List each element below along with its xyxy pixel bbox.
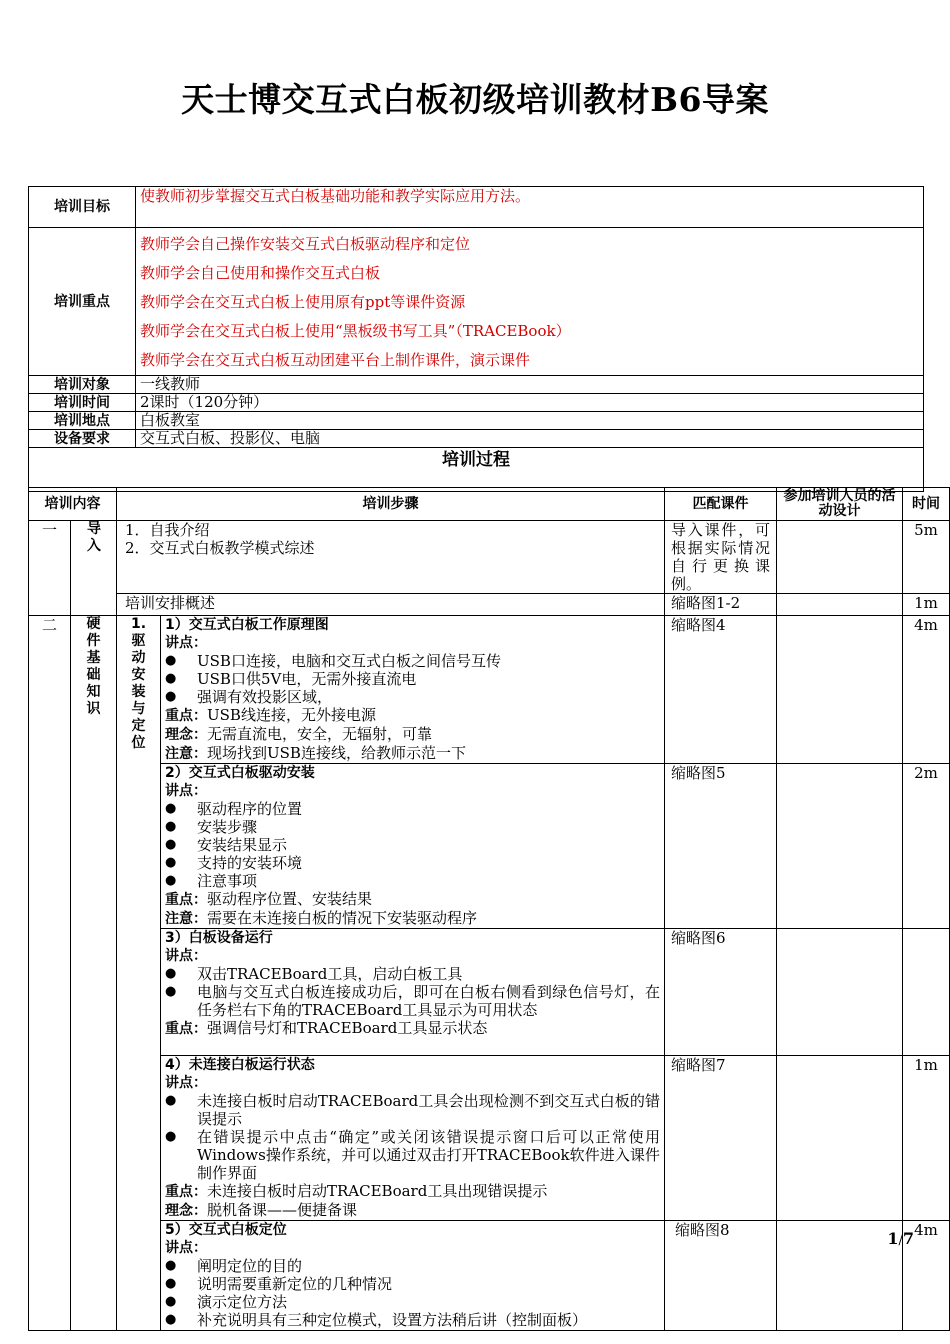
bullet-item: ● 注意事项 <box>165 872 258 890</box>
bullet-item: ● 电脑与交互式白板连接成功后，即可在白板右侧看到绿色信号灯，在任务栏右下角的TRACEBoard工具显示为可用状态 <box>165 983 660 1019</box>
step-title: 1）交互式白板工作原理图 <box>165 617 329 633</box>
sec1-time: 5m <box>903 521 950 594</box>
note-line: 重点：驱动程序位置、安装结果 <box>165 890 373 908</box>
step-courseware: 缩略图7 <box>665 1056 777 1221</box>
sec1-steps <box>117 521 665 594</box>
focus-item: 教师学会在交互式白板互动团建平台上制作课件，演示课件 <box>140 351 531 369</box>
bullet-icon: ● <box>165 855 177 870</box>
focus-label: 培训重点 <box>29 228 136 376</box>
goal-label: 培训目标 <box>29 187 136 228</box>
sec1-sub-activity <box>777 594 903 616</box>
step-activity <box>777 1221 903 1331</box>
bullet-icon: ● <box>165 873 177 888</box>
step-row <box>161 1221 665 1331</box>
time-label: 培训时间 <box>29 394 136 412</box>
step-lead: 讲点： <box>165 635 207 651</box>
focus-item: 教师学会自己使用和操作交互式白板 <box>140 264 381 282</box>
bullet-icon: ● <box>165 1276 177 1291</box>
step-time: 4m <box>903 616 950 764</box>
bullet-item: ● 阐明定位的目的 <box>165 1257 303 1275</box>
header-content: 培训内容 <box>29 488 117 521</box>
step-activity <box>777 616 903 764</box>
bullet-icon: ● <box>165 653 177 668</box>
focus-item: 教师学会在交互式白板上使用“黑板级书写工具”（TRACEBook） <box>140 322 571 340</box>
bullet-icon: ● <box>165 984 177 999</box>
bullet-item: ● 说明需要重新定位的几种情况 <box>165 1275 393 1293</box>
step-activity <box>777 929 903 1056</box>
bullet-item: ● 支持的安装环境 <box>165 854 303 872</box>
step-row <box>161 764 665 929</box>
step-title: 2）交互式白板驱动安装 <box>165 765 315 781</box>
step-title: 5）交互式白板定位 <box>165 1222 287 1238</box>
bullet-item: ● 驱动程序的位置 <box>165 800 303 818</box>
note-line: 理念：脱机备课——便捷备课 <box>165 1201 358 1219</box>
sec1-num: 一 <box>29 521 71 616</box>
step-courseware: 缩略图5 <box>665 764 777 929</box>
step-time <box>903 929 950 1056</box>
focus-item: 教师学会自己操作安装交互式白板驱动程序和定位 <box>140 235 471 253</box>
bullet-icon: ● <box>165 1312 177 1327</box>
step-lead: 讲点： <box>165 783 207 799</box>
bullet-item: ● 双击TRACEBoard工具，启动白板工具 <box>165 965 463 983</box>
bullet-item: ● 安装步骤 <box>165 818 258 836</box>
bullet-icon: ● <box>165 689 177 704</box>
goal-text: 使教师初步掌握交互式白板基础功能和教学实际应用方法。 <box>136 187 924 228</box>
bullet-icon: ● <box>165 966 177 981</box>
bullet-item: ● 安装结果显示 <box>165 836 288 854</box>
focus-list <box>136 228 924 376</box>
sec2-sub-name: 1.驱动安装与定位 <box>117 616 161 1331</box>
target-label: 培训对象 <box>29 376 136 394</box>
bullet-icon: ● <box>165 837 177 852</box>
bullet-icon: ● <box>165 819 177 834</box>
sec1-activity <box>777 521 903 594</box>
note-line: 重点：USB线连接，无外接电源 <box>165 706 376 724</box>
time-text: 2课时（120分钟） <box>136 394 924 412</box>
sec1-sub-step: 培训安排概述 <box>117 594 665 616</box>
bullet-icon: ● <box>165 671 177 686</box>
sec2-num: 二 <box>29 616 71 1331</box>
focus-item: 教师学会在交互式白板上使用原有ppt等课件资源 <box>140 293 466 311</box>
bullet-item: ● 补充说明具有三种定位模式，设置方法稍后讲（控制面板） <box>165 1311 588 1329</box>
header-activity: 参加培训人员的活动设计 <box>777 488 903 521</box>
process-heading: 培训过程 <box>29 448 924 492</box>
bullet-item: ● USB口供5V电，无需外接直流电 <box>165 670 417 688</box>
step-time: 2m <box>903 764 950 929</box>
step-row <box>161 929 665 1056</box>
equip-text: 交互式白板、投影仪、电脑 <box>136 430 924 448</box>
step-lead: 讲点： <box>165 1240 207 1256</box>
step-courseware: 缩略图8 <box>665 1221 777 1331</box>
step-activity <box>777 764 903 929</box>
page-number: 1/7 <box>887 1229 914 1248</box>
step-title: 4）未连接白板运行状态 <box>165 1057 315 1073</box>
step-row <box>161 616 665 764</box>
step-lead: 讲点： <box>165 948 207 964</box>
equip-label: 设备要求 <box>29 430 136 448</box>
sec1-sub-courseware: 缩略图1-2 <box>665 594 777 616</box>
target-text: 一线教师 <box>136 376 924 394</box>
header-time: 时间 <box>903 488 950 521</box>
sec1-courseware: 导入课件，可根据实际情况自行更换课例。 <box>665 521 777 594</box>
header-steps: 培训步骤 <box>117 488 665 521</box>
bullet-item: ● USB口连接，电脑和交互式白板之间信号互传 <box>165 652 501 670</box>
bullet-icon: ● <box>165 1258 177 1273</box>
info-table <box>28 186 924 492</box>
bullet-item: ● 在错误提示中点击“确定”或关闭该错误提示窗口后可以正常使用Windows操作系统，并可以通过双击打开TRACEBook软件进入课件制作界面 <box>165 1128 660 1182</box>
bullet-item: ● 未连接白板时启动TRACEBoard工具会出现检测不到交互式白板的错误提示 <box>165 1092 660 1128</box>
process-table <box>28 487 950 1331</box>
header-courseware: 匹配课件 <box>665 488 777 521</box>
place-label: 培训地点 <box>29 412 136 430</box>
note-line: 注意：需要在未连接白板的情况下安装驱动程序 <box>165 909 478 927</box>
bullet-icon: ● <box>165 1294 177 1309</box>
place-text: 白板教室 <box>136 412 924 430</box>
step-courseware: 缩略图6 <box>665 929 777 1056</box>
document-title: 天士博交互式白板初级培训教材B6导案 <box>181 80 769 119</box>
note-line: 理念：无需直流电，安全，无辐射，可靠 <box>165 725 433 743</box>
bullet-item: ● 演示定位方法 <box>165 1293 288 1311</box>
step-title: 3）白板设备运行 <box>165 930 273 946</box>
note-line: 重点：强调信号灯和TRACEBoard工具显示状态 <box>165 1019 488 1037</box>
step-row <box>161 1056 665 1221</box>
bullet-item: ● 强调有效投影区域， <box>165 688 333 706</box>
step-time: 1m <box>903 1056 950 1221</box>
step-time: 4m <box>903 1221 950 1331</box>
bullet-icon: ● <box>165 801 177 816</box>
sec1-sub-time: 1m <box>903 594 950 616</box>
note-line: 注意：现场找到USB连接线，给教师示范一下 <box>165 744 466 762</box>
sec1-name: 导入 <box>71 521 117 616</box>
sec1-step: 2．交互式白板教学模式综述 <box>125 539 315 557</box>
step-activity <box>777 1056 903 1221</box>
sec2-name: 硬件基础知识 <box>71 616 117 1331</box>
bullet-icon: ● <box>165 1093 177 1108</box>
sec1-step: 1．自我介绍 <box>125 521 210 539</box>
step-courseware: 缩略图4 <box>665 616 777 764</box>
step-lead: 讲点： <box>165 1075 207 1091</box>
bullet-icon: ● <box>165 1129 177 1144</box>
note-line: 重点：未连接白板时启动TRACEBoard工具出现错误提示 <box>165 1182 548 1200</box>
